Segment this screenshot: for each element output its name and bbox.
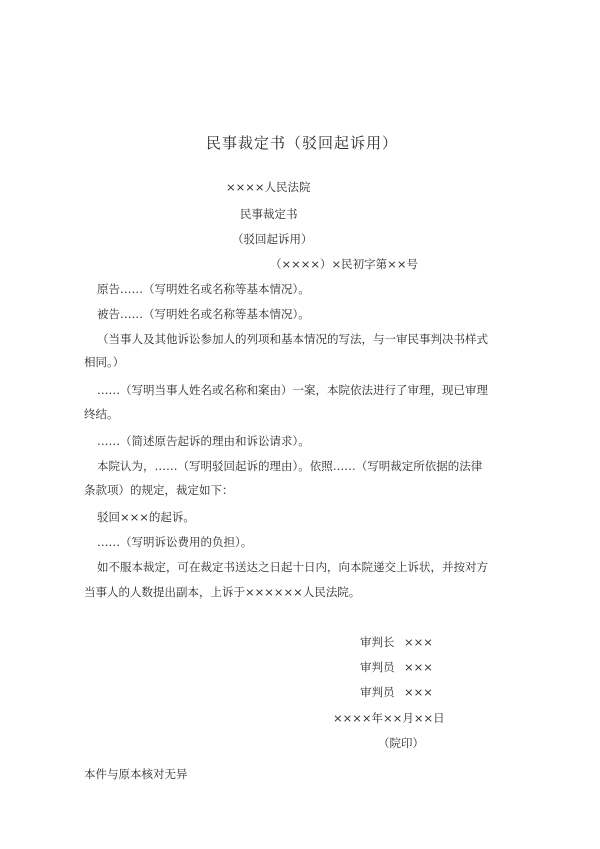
claims-line: ……（简述原告起诉的理由和诉讼请求）。 [97,434,310,448]
costs-line: ……（写明诉讼费用的负担）。 [97,535,253,549]
court-view-line: 本院认为，……（写明驳回起诉的理由）。依照……（写明裁定所依据的法律 [97,459,483,473]
case-summary-line: ……（写明当事人姓名或名称和案由）一案，本院依法进行了审理，现已审理 [97,383,488,397]
plaintiff-line: 原告……（写明姓名或名称等基本情况）。 [97,282,310,296]
court-name: ××××人民法院 [226,180,311,194]
defendant-line: 被告……（写明姓名或名称等基本情况）。 [97,307,310,321]
document-title: 民事裁定书（驳回起诉用） [206,134,399,152]
ruling-line: 驳回×××的起诉。 [97,510,195,524]
signature-role: 审判员 [360,660,395,674]
signature-name: ××× [404,660,433,674]
parties-note-line: 相同。） [84,355,125,369]
court-view-line: 条款项）的规定，裁定如下： [84,483,234,497]
document-subtype: （驳回起诉用） [232,232,313,246]
signature-role: 审判员 [360,685,395,699]
appeal-line: 当事人的人数提出副本，上诉于××××××人民法院。 [84,585,361,599]
signature-role: 审判长 [360,635,395,649]
ruling-date: ××××年××月××日 [333,711,445,725]
verification-note: 本件与原本核对无异 [84,767,188,781]
appeal-line: 如不服本裁定，可在裁定书送达之日起十日内，向本院递交上诉状，并按对方 [97,560,488,574]
parties-note-line: （当事人及其他诉讼参加人的列项和基本情况的写法，与一审民事判决书样式 [97,332,488,346]
case-number: （××××）×民初字第××号 [270,257,418,271]
document-type: 民事裁定书 [240,207,298,221]
court-seal: （院印） [378,736,424,750]
signature-name: ××× [404,685,433,699]
case-summary-line: 终结。 [84,407,119,421]
signature-name: ××× [404,635,433,649]
